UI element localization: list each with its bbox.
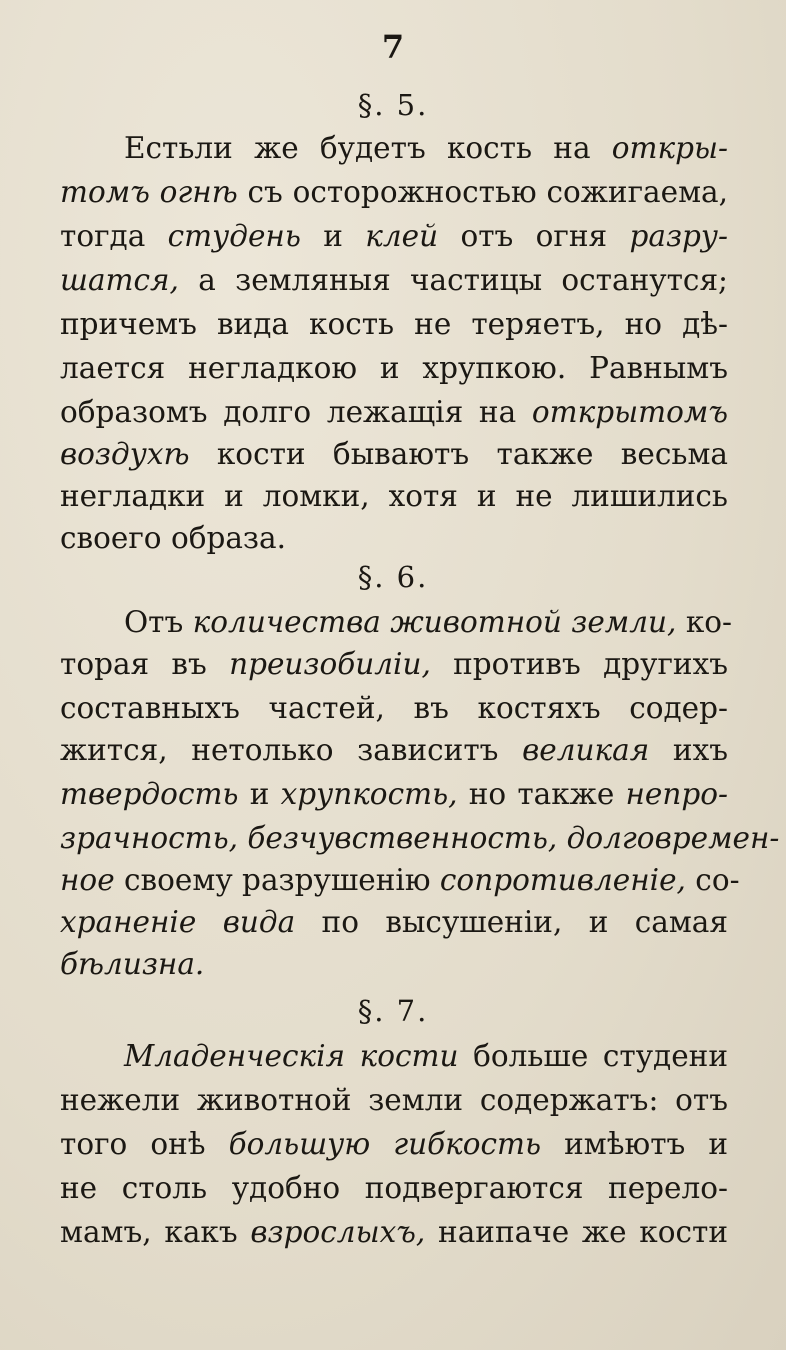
paragraph-line: своего образа. <box>60 521 286 555</box>
paragraph-line: того онѣ большую гибкость имѣютъ и <box>60 1127 728 1161</box>
paragraph-line: храненіе вида по высушеніи, и самая <box>60 905 728 939</box>
paragraph-line: зрачность, безчувственность, долговремен- <box>60 821 780 855</box>
page-number: 7 <box>381 28 405 66</box>
paragraph-line: составныхъ частей, въ костяхъ содер- <box>60 691 728 725</box>
paragraph-line: бѣлизна. <box>60 947 205 981</box>
paragraph-line: тогда студень и клей отъ огня разру- <box>60 219 728 253</box>
paragraph-line: Отъ количества животной земли, ко- <box>124 605 732 639</box>
paragraph-line: мамъ, какъ взрослыхъ, наипаче же кости <box>60 1215 728 1249</box>
paragraph-line: шатся, а земляныя частицы останутся; <box>60 263 728 297</box>
paragraph-line: воздухѣ кости бываютъ также весьма <box>60 437 728 471</box>
section-heading-5: §. 5. <box>357 88 429 122</box>
paragraph-line: Младенческія кости больше студени <box>124 1039 728 1073</box>
paragraph-line: нежели животной земли содержатъ: отъ <box>60 1083 728 1117</box>
paragraph-line: лается негладкою и хрупкою. Равнымъ <box>60 351 728 385</box>
paragraph-line: негладки и ломки, хотя и не лишились <box>60 479 728 513</box>
paragraph-line: жится, нетолько зависитъ великая ихъ <box>60 733 728 767</box>
section-heading-6: §. 6. <box>357 560 429 594</box>
section-heading-7: §. 7. <box>357 994 429 1028</box>
paragraph-line: Естьли же будетъ кость на откры- <box>124 131 728 165</box>
paragraph-line: образомъ долго лежащія на открытомъ <box>60 395 728 429</box>
paragraph-line: причемъ вида кость не теряетъ, но дѣ- <box>60 307 728 341</box>
paragraph-line: томъ огнѣ съ осторожностью сожигаема, <box>60 175 728 209</box>
paragraph-line: не столь удобно подвергаются перело- <box>60 1171 728 1205</box>
paragraph-line: торая въ преизобиліи, противъ другихъ <box>60 647 728 681</box>
paragraph-line: твердость и хрупкость, но также непро- <box>60 777 728 811</box>
paragraph-line: ное своему разрушенію сопротивленіе, со- <box>60 863 740 897</box>
